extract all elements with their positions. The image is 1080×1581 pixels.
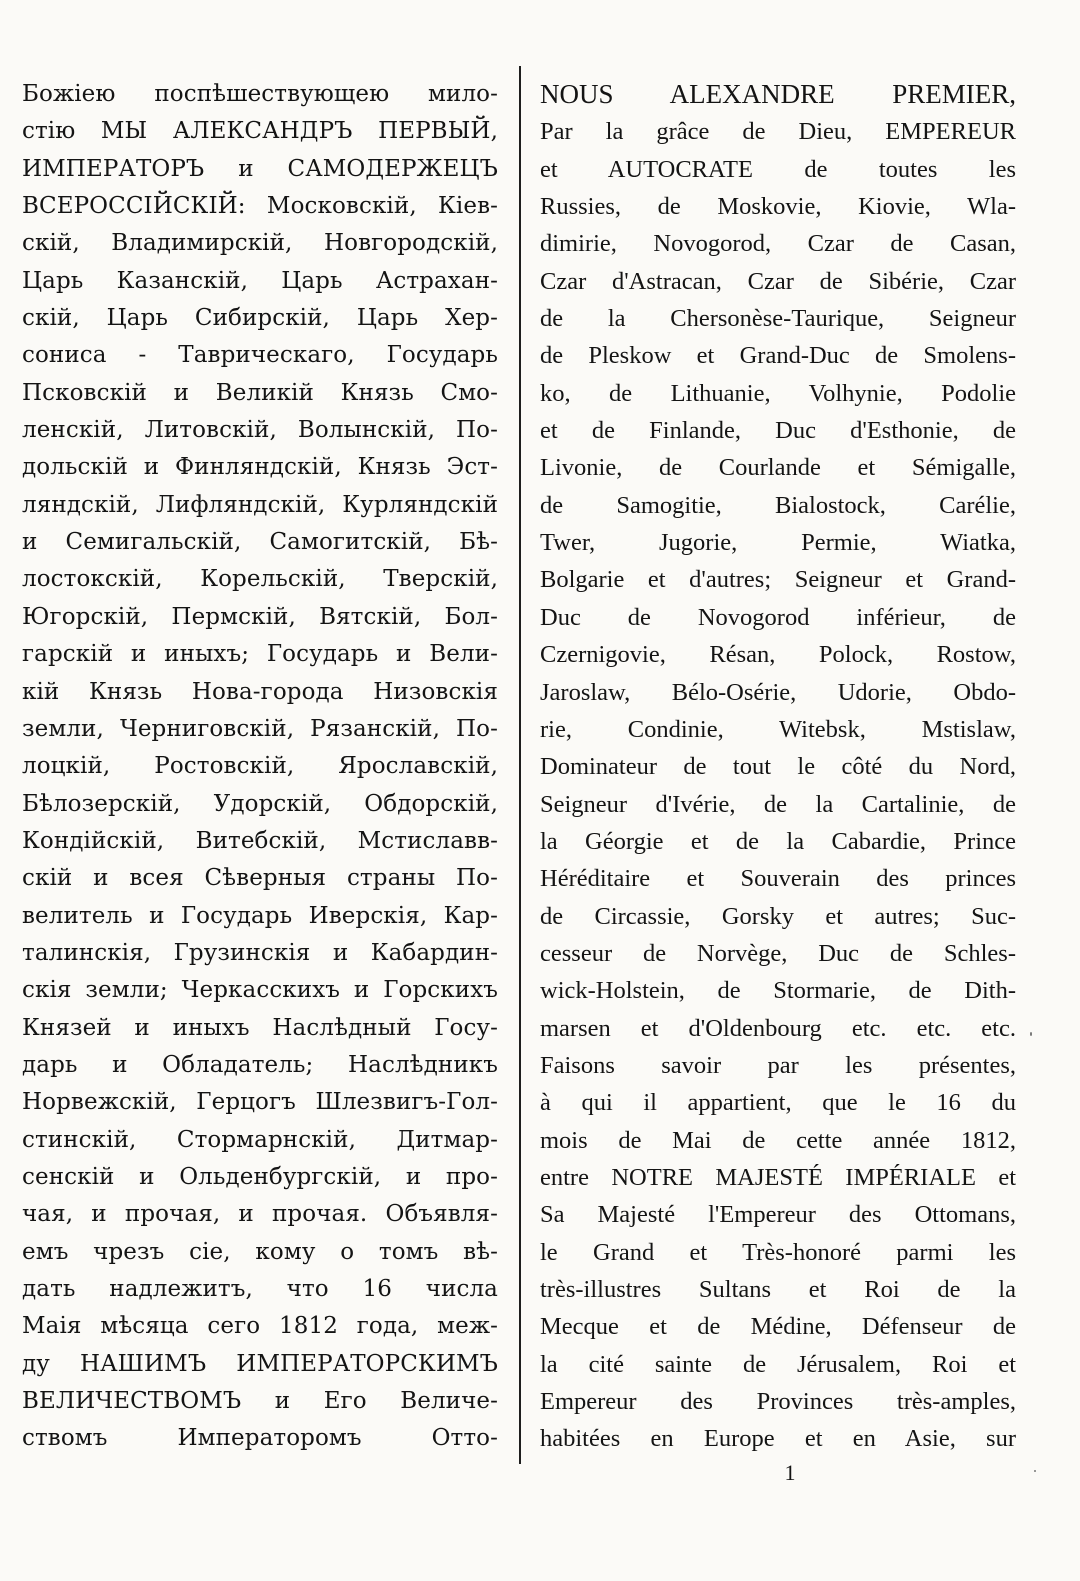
russian-text-line: Бѣлозерскій, Удорскій, Обдорскій, xyxy=(22,790,498,817)
russian-text-line: скія земли; Черкасскихъ и Горскихъ xyxy=(22,977,498,1004)
french-text-line: Twer, Jugorie, Permie, Wiatka, xyxy=(540,529,1016,557)
russian-text-line: Маія мѣсяца сего 1812 года, меж- xyxy=(22,1313,498,1340)
french-text-line: le Grand et Très-honoré parmi les xyxy=(540,1238,1016,1266)
french-text-line: Empereur des Provinces très-amples, xyxy=(540,1388,1016,1416)
russian-text-line: лостокскій, Корельскій, Тверскій, xyxy=(22,566,498,593)
french-text-line: dimirie, Novogorod, Czar de Casan, xyxy=(540,230,1016,258)
russian-text-line: гарскій и иныхъ; Государь и Вели- xyxy=(22,641,498,668)
russian-text-line: кій Князь Нова-города Низовскія xyxy=(22,678,498,705)
paper-speck xyxy=(1034,1470,1036,1472)
russian-text-line: чая, и прочая, и прочая. Объявля- xyxy=(22,1201,498,1228)
page-number: 1 xyxy=(784,1460,796,1485)
french-text-line: à qui il appartient, que le 16 du xyxy=(540,1089,1016,1117)
russian-text-line: скій, Владимирскій, Новгородскій, xyxy=(22,230,498,257)
french-text-line: de Samogitie, Bialostock, Carélie, xyxy=(540,491,1016,519)
russian-text-line: дарь и Обладатель; Наслѣдникъ xyxy=(22,1051,498,1078)
french-text-line: Bolgarie et d'autres; Seigneur et Grand- xyxy=(540,566,1016,594)
french-text-line: wick-Holstein, de Stormarie, de Dith- xyxy=(540,977,1016,1005)
column-divider xyxy=(519,66,521,1464)
french-text-line: entre NOTRE MAJESTÉ IMPÉRIALE et xyxy=(540,1163,1016,1191)
russian-text-line: Кондійскій, Витебскій, Мстиславв- xyxy=(22,827,498,854)
french-text-line: Duc de Novogorod inférieur, de xyxy=(540,603,1016,631)
russian-text-line: ду НАШИМЪ ИМПЕРАТОРСКИМЪ xyxy=(22,1350,498,1377)
russian-text-line: велитель и Государь Иверскія, Кар- xyxy=(22,902,498,929)
french-text-line: NOUS ALEXANDRE PREMIER, xyxy=(540,79,1016,109)
russian-text-line: дольскій и Финляндскій, Князь Эст- xyxy=(22,454,498,481)
russian-text-line: ствомъ Императоромъ Отто- xyxy=(22,1425,498,1452)
russian-text-line: Псковскій и Великій Князь Смо- xyxy=(22,379,498,406)
french-text-line: Czar d'Astracan, Czar de Sibérie, Czar xyxy=(540,267,1016,295)
russian-text-line: сониса - Таврическаго, Государь xyxy=(22,342,498,369)
russian-text-column xyxy=(22,76,498,1458)
russian-text-line: ВСЕРОССІЙСКІЙ: Московскій, Кіев- xyxy=(22,193,498,220)
russian-text-line: стинскій, Стормарнскій, Дитмар- xyxy=(22,1126,498,1153)
french-text-line: Czernigovie, Résan, Polock, Rostow, xyxy=(540,641,1016,669)
russian-text-line: Царь Казанскій, Царь Астрахан- xyxy=(22,267,498,294)
french-text-line: Russies, de Moskovie, Kiovie, Wla- xyxy=(540,193,1016,221)
russian-text-line: лоцкій, Ростовскій, Ярославскій, xyxy=(22,753,498,780)
russian-text-line: емъ чрезъ сіе, кому о томъ вѣ- xyxy=(22,1238,498,1265)
french-text-line: de Pleskow et Grand-Duc de Smolens- xyxy=(540,342,1016,370)
french-text-line: Livonie, de Courlande et Sémigalle, xyxy=(540,454,1016,482)
french-text-line: et AUTOCRATE de toutes les xyxy=(540,155,1016,183)
french-text-line: cesseur de Norvège, Duc de Schles- xyxy=(540,939,1016,967)
russian-text-line: ИМПЕРАТОРЪ и САМОДЕРЖЕЦЪ xyxy=(22,155,498,182)
french-text-line: de Circassie, Gorsky et autres; Suc- xyxy=(540,902,1016,930)
french-text-line: Sa Majesté l'Empereur des Ottomans, xyxy=(540,1201,1016,1229)
french-text-line: Jaroslaw, Bélo-Osérie, Udorie, Obdo- xyxy=(540,678,1016,706)
russian-text-line: ляндскій, Лифляндскій, Курляндскій xyxy=(22,491,498,518)
french-text-line: Faisons savoir par les présentes, xyxy=(540,1051,1016,1079)
french-text-line: très-illustres Sultans et Roi de la xyxy=(540,1276,1016,1303)
french-text-line: habitées en Europe et en Asie, sur xyxy=(540,1425,1016,1453)
french-text-line: la Géorgie et de la Cabardie, Prince xyxy=(540,827,1016,855)
paper-speck xyxy=(1030,1032,1032,1036)
russian-text-line: скій и всея Сѣверныя страны По- xyxy=(22,865,498,892)
russian-text-line: талинскія, Грузинскія и Кабардин- xyxy=(22,939,498,966)
russian-text-line: ленскій, Литовскій, Волынскій, По- xyxy=(22,417,498,444)
french-text-line: et de Finlande, Duc d'Esthonie, de xyxy=(540,417,1016,445)
russian-text-line: Божіею поспѣшествующею мило- xyxy=(22,81,498,107)
french-text-line: mois de Mai de cette année 1812, xyxy=(540,1126,1016,1154)
french-text-line: Seigneur d'Ivérie, de la Cartalinie, de xyxy=(540,790,1016,818)
french-text-line: Héréditaire et Souverain des princes xyxy=(540,865,1016,893)
french-text-line: la cité sainte de Jérusalem, Roi et xyxy=(540,1350,1016,1378)
russian-text-line: скій, Царь Сибирскій, Царь Хер- xyxy=(22,305,498,332)
french-text-line: Mecque et de Médine, Défenseur de xyxy=(540,1313,1016,1341)
russian-text-line: и Семигальскій, Самогитскій, Бѣ- xyxy=(22,529,498,556)
russian-text-line: стію МЫ АЛЕКСАНДРЪ ПЕРВЫЙ, xyxy=(22,118,498,145)
french-text-line: Dominateur de tout le côté du Nord, xyxy=(540,753,1016,781)
russian-text-line: сенскій и Ольденбургскій, и про- xyxy=(22,1163,498,1190)
russian-text-line: дать надлежитъ, что 16 числа xyxy=(22,1276,498,1302)
russian-text-line: земли, Черниговскій, Рязанскій, По- xyxy=(22,715,498,742)
french-text-line: ko, de Lithuanie, Volhynie, Podolie xyxy=(540,379,1016,407)
french-text-line: de la Chersonèse-Taurique, Seigneur xyxy=(540,305,1016,333)
french-text-line: Par la grâce de Dieu, EMPEREUR xyxy=(540,118,1016,146)
russian-text-line: Югорскій, Пермскій, Вятскій, Бол- xyxy=(22,603,498,630)
russian-text-line: ВЕЛИЧЕСТВОМЪ и Его Величе- xyxy=(22,1388,498,1415)
russian-text-line: Князей и иныхъ Наслѣдный Госу- xyxy=(22,1014,498,1041)
russian-text-line: Норвежскій, Герцогъ Шлезвигъ-Гол- xyxy=(22,1089,498,1116)
french-text-line: marsen et d'Oldenbourg etc. etc. etc. xyxy=(540,1014,1016,1042)
french-text-column xyxy=(540,76,1016,1458)
french-text-line: rie, Condinie, Witebsk, Mstislaw, xyxy=(540,715,1016,743)
